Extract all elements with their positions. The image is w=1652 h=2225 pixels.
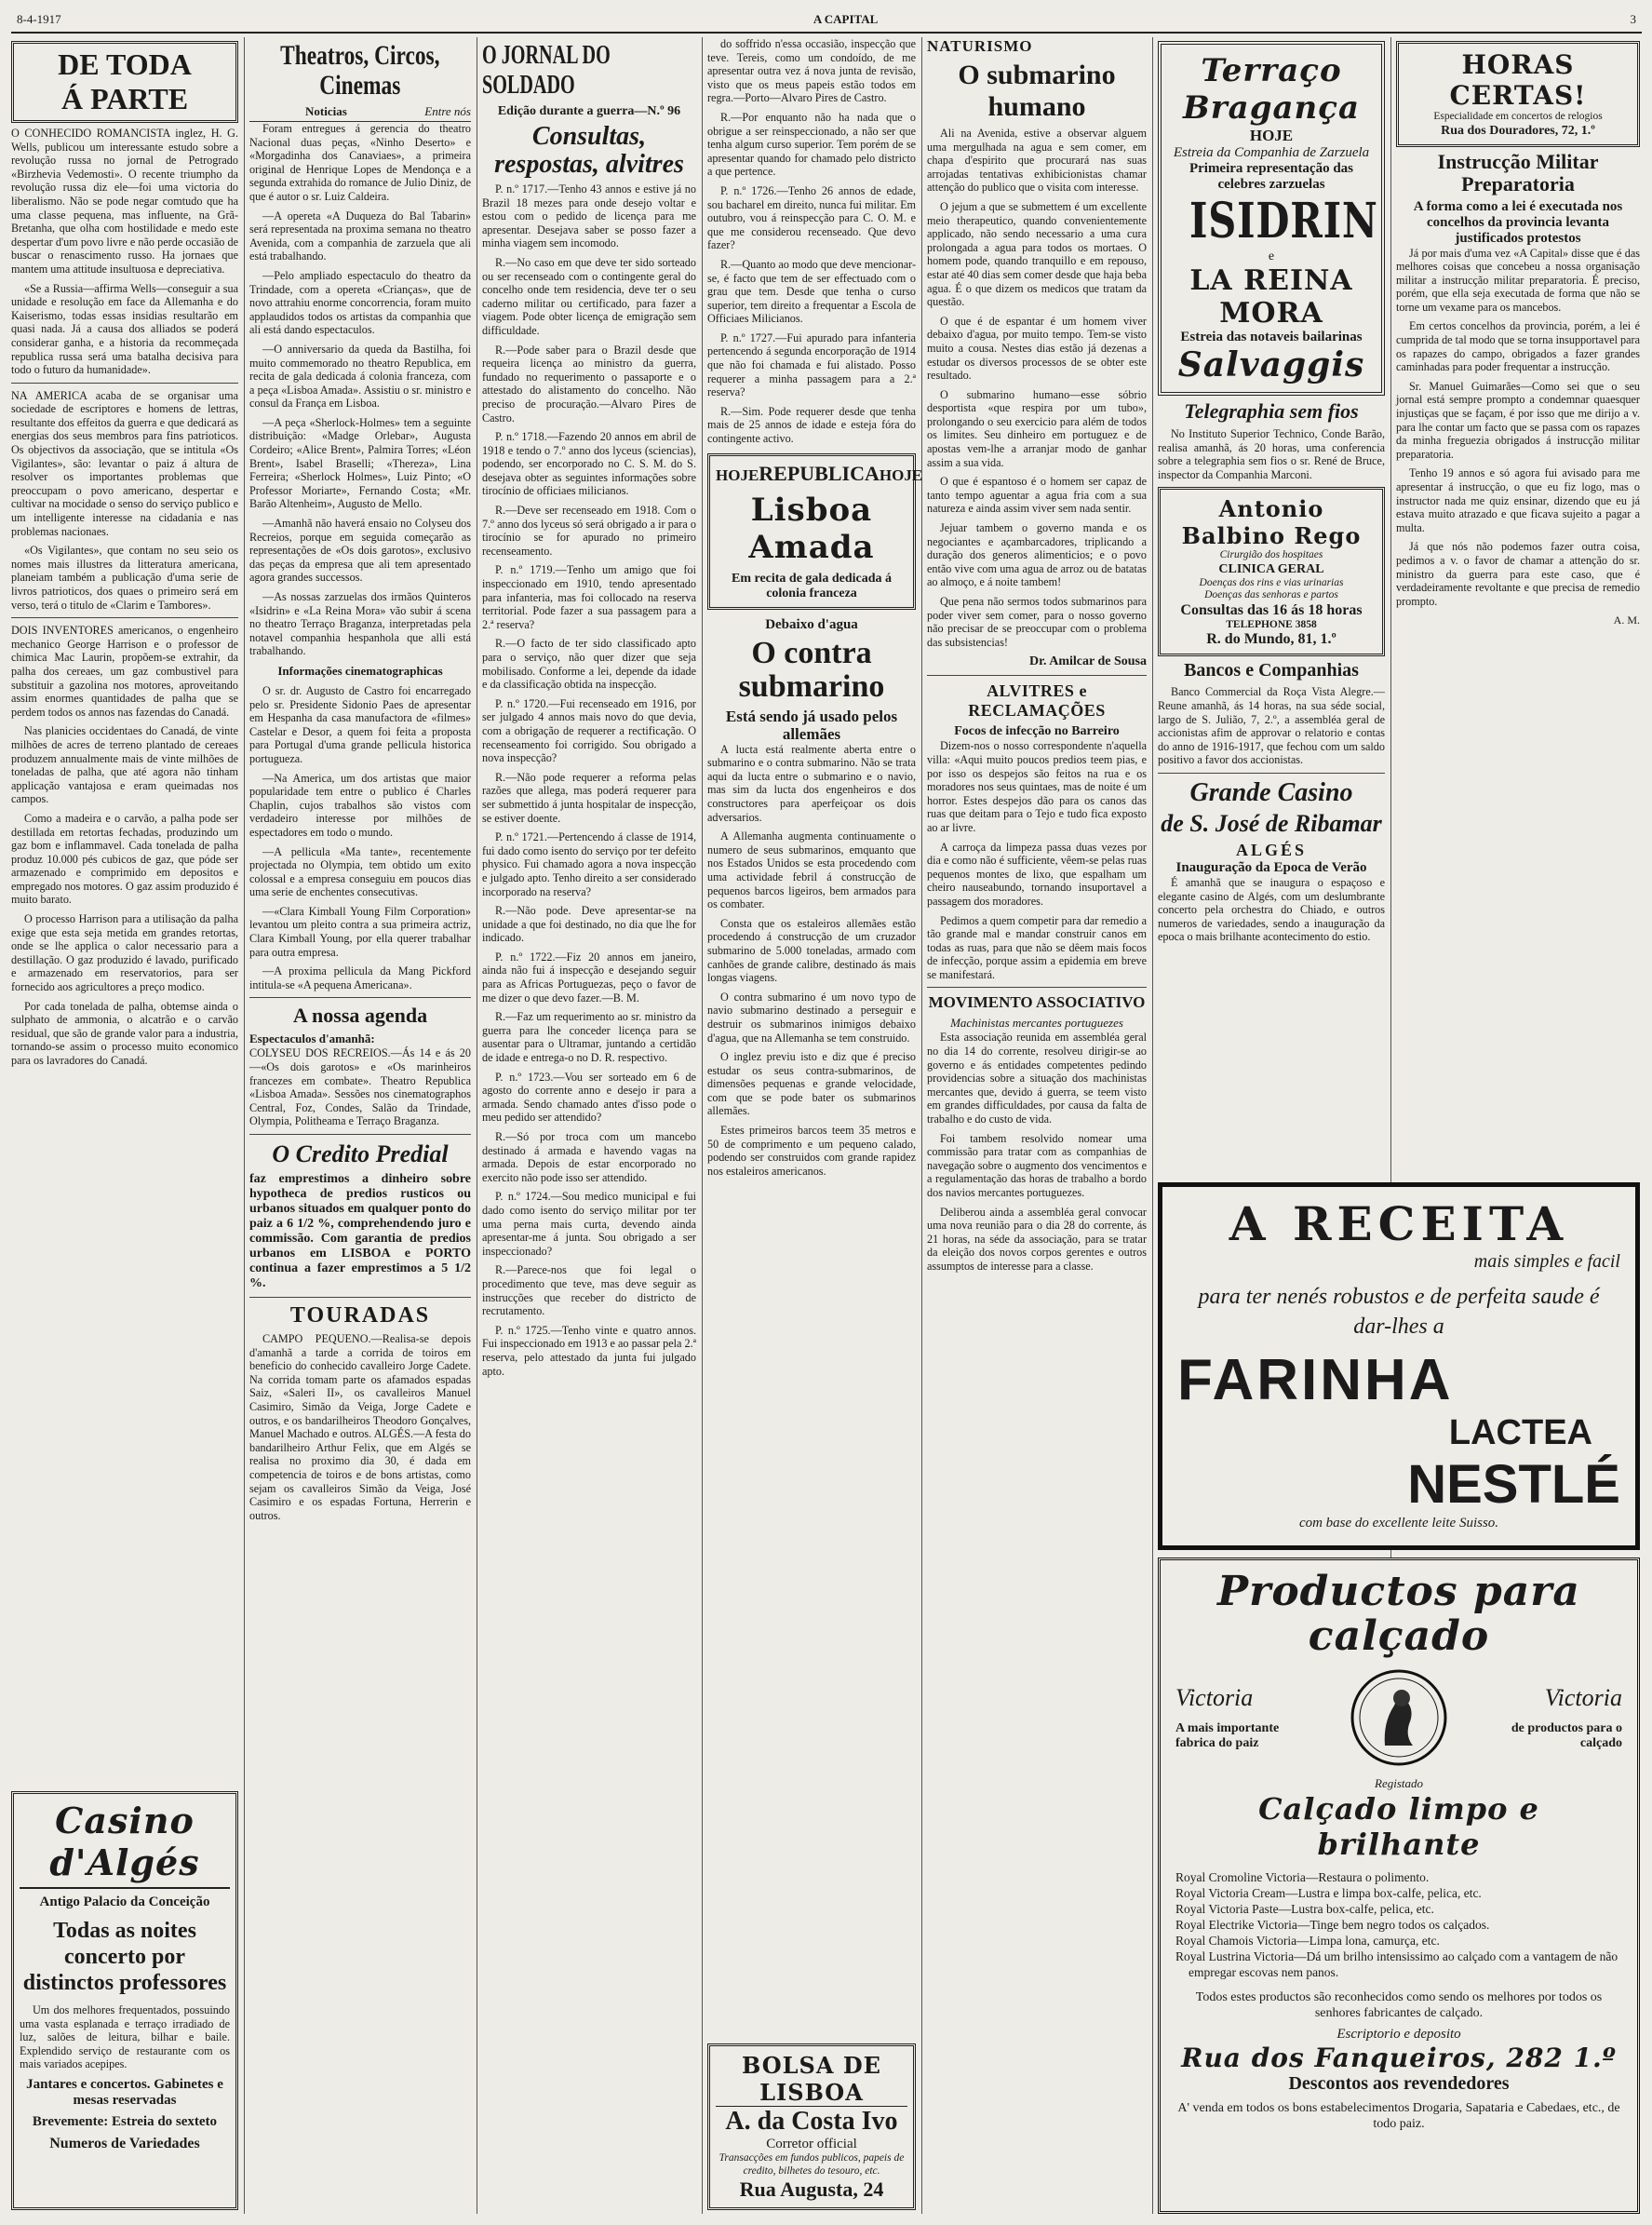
lisboa-amada-ad: HOJE REPUBLICA HOJE Lisboa Amada Em recita de gala dedicada á colonia franceza — [707, 453, 916, 610]
article-paragraph: —O anniversario da queda da Bastilha, foi muito commemorado no theatro Republica, em recita de gala dedicada á colonia franceza, com a peça «Lisboa Amada». Assistiu o sr. ministro e consul da França em Lisboa. — [249, 342, 471, 411]
column-naturismo: NATURISMO O submarino humano Ali na Avenida, estive a observar alguem uma mergulhada na agua e sem comer, em chapa d'espirito que procurará nas suas arrojadas tentativas exhibicionistas chamar attenção do publico que o visita com interesse. O jejum a que se submettem é um excellente meio therapeutico, quando convenientemente applicado, não sendo necessario a uma cura prolongada a agua para todos os mortaes. O homem pode, quando tranquillo e em repouso, estar até 40 dias sem comer desde que haja beba agua. É o que dizem os medicos que tratam da questão. O que é de espantar é um homem viver debaixo d'agua, por muito tempo. Tem-se visto muito a cousa. Nestes dias estão já dezenas a estudar os diversos processos de se obter este resultado. O submarino humano—esse sóbrio desportista «que respira por um tubo», prolongando o seu exercicio para além de todos os limites. Seu dinheiro em portuguez e de apostas vem-lhe a arranjar modo de ganhar assim a sua vida. O que é espantoso é o homem ser capaz de tanto tempo aguentar a agua fria com a sua natureza e ainda assim viver sem nada sentir. Jejuar tambem o governo manda e os negociantes e açambarcadores, triplicando a duração dos generos alimenticios; e o povo então vive com uma agua de arroz ou de batatas ao almoço, e á noite tambem! Que pena não sermos todos submarinos para poder viver sem comer, para o nosso governo não precisar de se preoccupar com o problema das subsistencias! Dr. Amilcar de Sousa ALVITRES e RECLAMAÇÕES Focos de infecção no Barreiro Dizem-nos o nosso correspondente n'aquella villa: «Aqui muito poucos predios teem pias, e por isso os despejos são feitos na rua e os moradores nos seus quintaes, mas de noite é um horror. Estes despejos dão para os canos das ruas que deitam para o Tejo e tudo fica exposto ao ar livre. A carroça da limpeza passa duas vezes por dia e como não é sufficiente, vêem-se pelas ruas pequenos montes de lixo, que espalham um cheiro nauseabundo, tornando insuportavel a passagem dos moradores. Pedimos a quem competir para dar remedio a tão grande mal e mandar construir canos em todas as ruas, para que não se dêem mais focos de infecção, porque assim a epidemia em breve se manifestará. MOVIMENTO ASSOCIATIVO Machinistas mercantes portuguezes Esta associação reunida em assembléa geral no dia 14 do corrente, resolveu dirigir-se ao governo e ás entidades competentes pedindo providencias sobre a situação dos machinistas mercantes que, devido á guerra, se teem visto em grandes difficuldades, por causa da falta de trabalho e do custo de vida. Foi tambem resolvido nomear uma commissão para tratar com as companhias de navegação sobre o augmento dos vencimentos e a regulamentação das horas de trabalho a bordo dos navios mercantes portuguezes. Deliberou ainda a assembléa geral convocar uma nova reunião para o dia 28 do corrente, ás 21 horas, na séde da associação, para se tratar da eleição dos novos corpos gerentes e outros assumptos de interesse para a classe. — [927, 37, 1147, 1273]
article-paragraph: «Se a Russia—affirma Wells—conseguir a sua unidade e resolução em face da Allemanha e do Kaiserismo, todas essas insidias resultarão em quasi nada. Já a causa dos alliados se poderá considerar ganha, e a historia da recommeçada republica russa será uma batalha decisiva para todo o futuro da humanidade». — [11, 281, 238, 377]
article-paragraph: DOIS INVENTORES americanos, o engenheiro mechanico George Harrison e o professor de chimica Mac Laurin, propõem-se extrahir, da palha dos cereaes, um gaz combustivel para substituir a gazolina nos motores, aproveitando assim enormes quantidades de palha que se perdem todos os annos nas fazendas do Canadá. — [11, 624, 238, 719]
article-paragraph: —A opereta «A Duqueza do Bal Tabarin» será representada na proxima semana no theatro Avenida, com a companhia de zarzuela que ali está trabalhando. — [249, 209, 471, 263]
column-rule — [921, 37, 922, 2214]
masthead-page: 3 — [1630, 12, 1636, 26]
article-paragraph: —A pellicula «Ma tante», recentemente projectada no Olympia, tem obtido um exito colossal e a empresa conseguiu em poucos dias uma serie de enchentes consecutivas. — [249, 844, 471, 899]
calcado-product-item: Royal Victoria Cream—Lustra e limpa box-calfe, pelica, etc. — [1175, 1886, 1482, 1900]
masthead-date: 8-4-1917 — [17, 12, 61, 26]
calcado-product-item: Royal Chamois Victoria—Limpa lona, camurça, etc. — [1175, 1934, 1440, 1948]
masthead-paper: A CAPITAL — [813, 12, 879, 26]
submarino-humano-heading: O submarino humano — [958, 60, 1116, 122]
balbino-ad: Antonio Balbino Rego Cirurgião dos hospitaes CLINICA GERAL Doenças dos rins e vias urinarias Doenças das senhoras e partos Consultas das 16 ás 18 horas TELEPHONE 3858 R. do Mundo, 81, 1.º — [1158, 487, 1385, 656]
calcado-product-list — [1175, 1869, 1622, 1980]
instrucao-heading: Instrucção Militar Preparatoria — [1437, 149, 1599, 196]
article-paragraph: O sr. dr. Augusto de Castro foi encarregado pelo sr. Presidente Sidonio Paes de apresentar em Hespanha da casa manufactora de «filmes» Castelar e Desor, a quem foi feita a proposta para Portugal d'uma grande pellicula historica portugueza. — [249, 683, 471, 765]
column-theatros: Theatros, Circos, Cinemas Noticias Entre nós Foram entregues á gerencia do theatro Nacional duas peças, «Ninho Deserto» e «Morgadinha dos Canaviaes», a primeira original de Henrique Lopes de Mendonça e a segunda extrahida do romance de Julio Diniz, de que é autor o sr. Luiz Caldeira. —A opereta «A Duqueza do Bal Tabarin» será representada na proxima semana no theatro Avenida, com a companhia de zarzuela que ali está trabalhando. —Pelo ampliado espectaculo do theatro da Trindade, com a opereta «Crianças», que de novo attrahiu enorme concorrencia, foram muito applaudidos todos os artistas da companhia que ali está dando espectaculos. —O anniversario da queda da Bastilha, foi muito commemorado no theatro Republica, em recita de gala dedicada á colonia franceza, com a peça «Lisboa Amada». Assistiu o sr. ministro e consul da França em Lisboa. —A peça «Sherlock-Holmes» tem a seguinte distribuição: «Madge Orlebar», Augusta Cordeiro; «Alice Brent», Palmira Torres; «Léon Brent», Isabel Braselli; «Thereza», Lina Ferreira; «Sherlock Holmes», Luiz Pinto; «O Professor Moriarte», Fernando Costa; «Mr. Barão Altenheim», Augusto de Mello. —Amanhã não haverá ensaio no Colyseu dos Recreios, porque em seguida começarão as representações de «Os dois garotos», exclusivo das peças da empresa que ali tem apresentado agora grandes successos. —As nossas zarzuelas dos irmãos Quinteros «Isidrin» e «La Reina Mora» vão subir á scena no theatro Terraço Braganza, interpretadas pela notavel companhia hespanhola que alli está trabalhando. Informações cinematographicas O sr. dr. Augusto de Castro foi encarregado pelo sr. Presidente Sidonio Paes de apresentar em Hespanha da casa manufactora de «filmes» Castelar e Desor, a quem foi feita a proposta para Portugal d'uma grande pellicula historica portugueza. —Na America, um dos artistas que maior popularidade tem entre o publico é Charles Chaplin, cujos trabalhos são vistos com verdadeiro interesse por milhões de espectadores em todo o mundo. —A pellicula «Ma tante», recentemente projectada no Olympia, tem obtido um exito colossal e a empresa conseguiu em poucos dias uma serie de enchentes consecutivas. —«Clara Kimball Young Film Corporation» levantou um pleito contra a sua primeira actriz, Clara Kimball Young, por ella querer trabalhar para outra empresa. —A proxima pellicula da Mang Pickford intitula-se «A pequena Americana». A nossa agenda Espectaculos d'amanhã: COLYSEU DOS RECREIOS.—Ás 14 e ás 20—«Os dois garotos» e «Os marinheiros francezes em combate». Theatro Republica «Lisboa Amada». Sessões nos cinematographos Central, Foz, Condes, Salão da Trindade, Olympia, Politheama e Terraço Braganza. O Credito Predial faz emprestimos a dinheiro sobre hypotheca de predios rusticos ou urbanos situados em qualquer ponto do paiz a 6 1/2 %, comprehendendo juro e commissão. Com garantia de predios urbanos em LISBOA e PORTO continua a fazer emprestimos a 5 1/2 %. TOURADAS CAMPO PEQUENO.—Realisa-se depois d'amanhã a tarde a corrida de toiros em beneficio do conhecido cavalleiro Jorge Cadete. Na corrida tomam parte os afamados espadas Saiz, «Saleri II», os cavalleiros Manuel Casimiro, Simão da Veiga, Jorge Cadete e outros, e os bandarilheiros Theodoro Gonçalves, Manuel Machado e outros. ALGÉS.—A festa do bandarilheiro Arthur Felix, que em Algés se realisa no proximo dia 30, é dada em competencia de toiros e de bons artistas, como sejam os cavalleiros Simão da Veiga, José Casimiro e os espadas Fortuna, Herrerin e outros. — [249, 40, 471, 1522]
movimento-heading: MOVIMENTO ASSOCIATIVO — [928, 993, 1146, 1012]
article-paragraph: O processo Harrison para a utilisação da palha exige que esta seja metida em grandes retortas, onde se lhe applica o calor necessario para a destillação. O gaz produzido é lavado, purificado e armazenado em reservatorios, para ser fornecido aos agricultores a preço modico. — [11, 912, 238, 994]
article-paragraph: —Na America, um dos artistas que maior popularidade tem entre o publico é Charles Chaplin, cujos trabalhos são vistos com verdadeiro interesse por milhões de espectadores em todo o mundo. — [249, 771, 471, 839]
column-rule — [702, 37, 703, 2214]
article-paragraph: Por cada tonelada de palha, obtemse ainda o sulphato de ammonia, o alcatrão e o carvão residual, que são de grande valor para a industria, tornando-se assim o processo muito economico para os lavradores do Canadá. — [11, 999, 238, 1067]
naturismo-heading: NATURISMO — [927, 37, 1033, 55]
horas-certas-ad: HORAS CERTAS! Especialidade em concertos de relogios Rua dos Douradores, 72, 1.º — [1396, 41, 1640, 147]
casino-alges-ad: Casino d'Algés Antigo Palacio da Conceição Todas as noites concerto por distinctos professores Um dos melhores frequentados, possuindo uma vasta esplanada e terraço irradiado de luz, salões de leitura, bilhar e baile. Explendido serviço de restaurante com os mais variados acepipes. Jantares e concertos. Gabinetes e mesas reservadas Brevemente: Estreia do sexteto Numeros de Variedades — [11, 1791, 238, 2210]
calcado-product-item: Royal Cromoline Victoria—Restaura o polimento. — [1175, 1870, 1430, 1884]
article-paragraph: Foram entregues á gerencia do theatro Nacional duas peças, «Ninho Deserto» e «Morgadinha dos Canaviaes», a primeira original de Henrique Lopes de Mendonça e a segunda extrahida do romance de Julio Diniz, de que é autor o sr. Luiz Caldeira. — [249, 122, 471, 203]
bolsa-de-lisboa-ad: BOLSA DE LISBOA A. da Costa Ivo Corretor official Transacções em fundos publicos, papeis de credito, bilhetes do tesouro, etc. Rua Augusta, 24 — [707, 2043, 916, 2210]
article-paragraph: NA AMERICA acaba de se organisar uma sociedade de escriptores e homens de lettras, resultante dos effeitos da guerra e que dedicará as energias dos seus membros para fins patrioticos. Os objectivos da associação, que se intitula «Os Vigilantes», são: levantar o paiz á altura de resolver os importantes problemas que preoccupam o povo americano, despertar e cultivar na mocidade o senso do serviço publico e um intelligente interesse na cidadania e nas problemas nacionaes. — [11, 388, 238, 538]
column-horas-certas: HORAS CERTAS! Especialidade em concertos de relogios Rua dos Douradores, 72, 1.º Instrucção Militar Preparatoria A forma como a lei é executada nos concelhos da provincia levanta justificados protestos Já por mais d'uma vez «A Capital» disse que é das melhores coisas que concebeu a nossa organisação militar a instrucção militar preparatoria. É preciso, porém, que ella seja executada de forma que não se torne um vexame para os mancebos. Em certos concelhos da provincia, porém, a lei é cumprida de tal modo que se torna insupportavel para os rapazes do campo, obrigados a fazer grandes caminhadas para poder frequentar a instrucção. Sr. Manuel Guimarães—Como sei que o seu jornal está sempre prompto a condemnar quaesquer injustiças que se façam, é por isso que me dirijo a v. para lhe contar um facto que se passa com os rapazes da minha freguezia obrigados á instrucção militar preparatoria. Tenho 19 annos e só agora fui avisado para me apresentar á instrucção, o que eu fiz logo, mas o instructor nada me quiz ensinar, dizendo que eu já estava muito atrazado e que ficava sujeito a pagar a multa. Já que nós não podemos fazer outra coisa, pedimos a v. o favor de chamar a attenção do sr. ministro da guerra para este caso, que é verdadeiramente revoltante e que precisa de remedio prompto. A. M. — [1396, 37, 1640, 2214]
column-rule — [1152, 37, 1153, 2214]
bancos-heading: Bancos e Companhias — [1184, 660, 1359, 681]
credito-heading: O Credito Predial — [272, 1140, 449, 1167]
masthead — [11, 7, 1642, 34]
calcado-product-item: Royal Lustrina Victoria—Dá um brilho intensissimo ao calçado com a vantagem de não empregar escovas nem panos. — [1175, 1949, 1618, 1979]
article-paragraph: —Amanhã não haverá ensaio no Colyseu dos Recreios, porque em seguida começarão as representações de «Os dois garotos», exclusivo das peças da empresa que ali tem apresentado agora grandes successos. — [249, 517, 471, 585]
column-contra-submarino: do soffrido n'essa occasião, inspecção que teve. Tereis, como um condoído, de me apresentar outra vez á nova junta de revisão, visto que os meus papeis estão todos em regra.—Porto—Alvaro Pires de Castro. R.—Por enquanto não ha nada que o obrigue a ser reinspeccionado, a não ser que tenha algum curso superior. Tem porém de se apresentar quando for chamado pelo districto a que pertence. P. n.º 1726.—Tenho 26 annos de edade, sou bacharel em direito, nunca fui militar. Em outubro, vou á reinspecção para C. O. M. e que me considerou recenseado. Que devo fazer? R.—Quanto ao modo que deve mencionar-se, é facto que tem de ser effectuado com o grau que tem. Desde que tenha o curso superior, tem direito a frequentar a Escola de Officiaes Milicianos. P. n.º 1727.—Fui apurado para infanteria pertencendo á segunda encorporação de 1914 que não foi chamada e fui alistado. Posso requerer a minha passagem para a 2.ª reserva? R.—Sim. Pode requerer desde que tenha mais de 25 annos de idade e esteja fóra do contingente activo. HOJE REPUBLICA HOJE Lisboa Amada Em recita de gala dedicada á colonia franceza Debaixo d'agua O contra submarino Está sendo já usado pelos allemães A lucta está realmente aberta entre o submarino e o contra submarino. Não se trata aqui da lucta entre o submarino e o navio, mas sim da lucta dos engenheiros e dos constructores para aperfeiçoar os dois adversarios. A Allemanha augmenta continuamente o numero de seus submarinos, emquanto que nos Estados Unidos se esta procedendo com uma actividade febril á construcção de pequenos barcos ligeiros, bem armados para os combater. Consta que os estaleiros allemães estão procedendo á construcção de um cruzador submarino de 5.000 toneladas, armado com canhões de grande calibre, destinado ás mais longas viagens. O contra submarino é um novo typo de navio submarino destinado a perseguir e destruir os submarinos inimigos debaixo d'agua, que na Allemanha se tem construido. O inglez previu isto e diz que é preciso estudar os seus contra-submarinos, de dimensões pequenas e grande velocidade, com que se pode bater os submarinos allemães. Estes primeiros barcos teem 35 metros e 50 de comprimento e um pequeno calado, podendo ser construidos com grande rapidez nos estaleiros americanos. BOLSA DE LISBOA A. da Costa Ivo Corretor official Transacções em fundos publicos, papeis de credito, bilhetes do tesouro, etc. Rua Augusta, 24 — [707, 37, 916, 2214]
article-paragraph: —Pelo ampliado espectaculo do theatro da Trindade, com a opereta «Crianças», que de novo attrahiu enorme concorrencia, foram muito applaudidos todos os artistas da companhia que ali está dando espectaculos. — [249, 268, 471, 337]
article-paragraph: Como a madeira e o carvão, a palha pode ser destillada em retortas fechadas, produzindo um gaz bom e inflammavel. Cada tonelada de palha produz 10.000 pés cubicos de gaz, que póde ser armazenado e comprimido em depositos e empregado nos motores. O gaz assim produzido é muito barato. — [11, 811, 238, 907]
article-paragraph: —As nossas zarzuelas dos irmãos Quinteros «Isidrin» e «La Reina Mora» vão subir á scena no theatro Terraço Braganza, interpretadas pela notavel companhia hespanhola que alli está trabalhando. — [249, 590, 471, 658]
consultas-heading: Consultas, respostas, alvitres — [494, 122, 684, 179]
victoria-medallion-icon — [1348, 1666, 1450, 1769]
article-paragraph: Nas planicies occidentaes do Canadá, de vinte milhões de acres de terreno plantado de cereaes produzem annualmente mais de vinte milhões de toneladas de palha, que até agora não tinham applicação vantajosa e eram queimadas nos campos. — [11, 724, 238, 806]
touradas-heading: TOURADAS — [289, 1303, 431, 1328]
article-paragraph: «Os Vigilantes», que contam no seu seio os nomes mais illustres da litteratura americana, planeiam também a publicação d'uma serie de livros patrioticos, dos quaes o primeiro será em verso, terá o titulo de «Clarim e Tambores». — [11, 544, 238, 612]
telegraphia-heading: Telegraphia sem fios — [1184, 399, 1359, 423]
article-paragraph: O CONHECIDO ROMANCISTA inglez, H. G. Wells, publicou um interessante estudo sobre a revolução russa no jornal de Petrogrado «Birzhevia Vedemosti». O recente triumpho da revolução russa diz ele—foi uma victoria do liberalismo. Não se pode negar comtudo que ha uma classe pequena, mas influente, na Grã-Bretanha, que olha com hostilidade e medo este despertar d'um povo livre e não perde occasião de buscar o renascimento russo. Ha jornaes que mantem uma attitude insultuosa e depreciativa. — [11, 127, 238, 276]
column-de-toda-a-parte — [11, 37, 238, 2214]
column-jornal-do-soldado: O JORNAL DO SOLDADO Edição durante a guerra—N.º 96 Consultas, respostas, alvitres P. n.º 1717.—Tenho 43 annos e estive já no Brazil 18 mezes para onde desejo voltar e estou com o pedido de licença para me apresentar. Desejava saber se posso fazer a minha viagem sem incomodo. R.—No caso em que deve ter sido sorteado ou ser recenseado com o contingente geral do concelho onde tem residencia, deve ter o seu caderno militar ou certificado, para fazer a viagem. Pode obter licença de emigração sem difficuldade. R.—Pode saber para o Brazil desde que requeira licença ao ministro da guerra, fundado no requerimento o passaporte e o attestado do alistamento do concelho. Não preciso de procuração.—Alvaro Pires de Castro. P. n.º 1718.—Fazendo 20 annos em abril de 1918 e tendo o 7.º anno dos lyceus (sciencias), podendo, ser encorporado no C. S. M. do S. desejava obter as seguintes informações sobre tirocínio de officiaes milicianos. R.—Deve ser recenseado em 1918. Com o 7.º anno dos lyceus só será obrigado a ir para o tirocínio se for apurado no primeiro recenseamento. P. n.º 1719.—Tenho um amigo que foi inspeccionado em 1910, tendo apresentado para infanteria, mas foi collocado na reserva territorial. Pode fazer a sua passagem para a 2.ª reserva? R.—O facto de ter sido classificado apto para o serviço, não quer dizer que seja mobilisado. Conforme a lei, depende da idade e da classificação obtida na inspecção. P. n.º 1720.—Fui recenseado em 1916, por ser julgado 4 annos mais novo do que devia, com a obrigação de requerer a rectificação. O recenseamento foi corrigido. Sou obrigado a nova inspecção? R.—Não pode requerer a reforma pelas razões que allega, mas poderá requerer para ser submettido á junta hospitalar de inspecção, se estiver doente. P. n.º 1721.—Pertencendo á classe de 1914, fui dado como isento do serviço por ter defeito physico. Fui chamado agora a nova inspecção e julgado apto. Tenho direito a ser considerado incorporado na reserva? R.—Não pode. Deve apresentar-se na unidade a que foi destinado, no dia que lhe for indicado. P. n.º 1722.—Fiz 20 annos em janeiro, ainda não fui á inspecção e desejando seguir para as Africas Portuguezas, peço o favor de me dizer o que devo fazer.—B. M. R.—Faz um requerimento ao sr. ministro da guerra para lhe conceder licença para se ausentar para o Ultramar, juntando a certidão de idade e entrega-o no D. R. respectivo. P. n.º 1723.—Vou ser sorteado em 6 de agosto do corrente anno e desejo ir para a armada. Sendo chamado antes d'isso pode o meu pedido ser attendido? R.—Só por troca com um mancebo destinado á armada e havendo vagas na armada. Depois de estar encorporado no exercito não pode isso ser attendido. P. n.º 1724.—Sou medico municipal e fui dado como isento do serviço militar por ter uma perna mais curta, devendo ainda apresentar-me á junta. Sou obrigado a ser inspeccionado? R.—Parece-nos que foi legal o procedimento que teve, mas deve seguir as instrucções que receber do districto de recrutamento. P. n.º 1725.—Tenho vinte e quatro annos. Fui inspeccionado em 1913 e ao passar pela 2.ª reserva, pelo attestado da junta fui julgado apto. — [482, 41, 696, 1378]
terraco-braganca-ad: Terraço Bragança HOJE Estreia da Companhia de Zarzuela Primeira representação das celebres zarzuelas ISIDRIN e LA REINA MORA Estreia das notaveis bailarinas Salvaggis — [1158, 41, 1385, 396]
calcado-product-item: Royal Electrike Victoria—Tinge bem negro todos os calçados. — [1175, 1918, 1490, 1932]
de-toda-a-parte-heading: DE TODA Á PARTE — [11, 41, 238, 123]
contra-submarino-heading: O contra submarino — [738, 635, 885, 704]
calcado-product-item: Royal Victoria Paste—Lustra box-calfe, pelica, etc. — [1175, 1902, 1434, 1916]
alvitres-heading: ALVITRES e RECLAMAÇÕES — [968, 681, 1106, 721]
jornal-soldado-heading: O JORNAL DO SOLDADO — [482, 41, 611, 100]
theatros-heading: Theatros, Circos, Cinemas — [280, 40, 440, 101]
article-paragraph: —A proxima pellicula da Mang Pickford intitula-se «A pequena Americana». — [249, 964, 471, 991]
article-paragraph: —A peça «Sherlock-Holmes» tem a seguinte distribuição: «Madge Orlebar», Augusta Cordeiro; «Alice Brent», Palmira Torres; «Léon Brent», Isabel Braselli; «Thereza», Lina Ferreira; «Sherlock Holmes», Luiz Pinto; «O Professor Moriarte», Fernando Costa; «Mr. Barão Altenheim», Augusto de Mello. — [249, 415, 471, 511]
grande-casino-heading: Grande Casino — [1189, 777, 1353, 807]
newspaper-page — [11, 7, 1642, 2218]
column-terraco: Terraço Bragança HOJE Estreia da Companhia de Zarzuela Primeira representação das celebres zarzuelas ISIDRIN e LA REINA MORA Estreia das notaveis bailarinas Salvaggis Telegraphia sem fios No Instituto Superior Technico, Conde Barão, realisa amanhã, ás 20 horas, uma conferencia sobre a telegraphia sem fios o sr. René de Bruce, inspector da Companhia Marconi. Antonio Balbino Rego Cirurgião dos hospitaes CLINICA GERAL Doenças dos rins e vias urinarias Doenças das senhoras e partos Consultas das 16 ás 18 horas TELEPHONE 3858 R. do Mundo, 81, 1.º Bancos e Companhias Banco Commercial da Roça Vista Alegre.—Reune amanhã, ás 14 horas, na sua séde social, largo de S. Julião, 7, 2.º, a assembléa geral de accionistas afim de approvar o relatorio e contas do anno de 1916-1917, que fechou com um saldo positivo a favor dos accionistas. Grande Casino de S. José de Ribamar ALGÉS Inauguração da Epoca de Verão É amanhã que se inaugura o espaçoso e elegante casino de Algés, com um deslumbrante concerto pela orchestra do Chiado, e outros numeros de variedades, sendo a inauguração da epoca o mais brilhante acontecimento do estio. — [1158, 37, 1385, 2214]
article-paragraph: —«Clara Kimball Young Film Corporation» levantou um pleito contra a sua primeira actriz, Clara Kimball Young, por ella querer trabalhar para outra empresa. — [249, 904, 471, 959]
calcado-ad: Productos para calçado Victoria A mais importante fabrica do paiz Victoria de productos para o calçado Registado Calçado limpo e brilhante Royal Cromoline Victoria—Restaura o polimento. Royal Victoria Cream—Lustra e limpa box-calfe, pelica, etc. Royal Victoria Paste—Lustra box-calfe, pelica, etc. Royal Electrike Victoria—Tinge bem negro todos os calçados. Royal Chamois Victoria—Limpa lona, camurça, etc. Royal Lustrina Victoria—Dá um brilho intensissimo ao calçado com a vantagem de não empregar escovas nem panos. Todos estes productos são reconhecidos como sendo os melhores por todos os senhores fabricantes de calçado. Escriptorio e deposito Rua dos Fanqueiros, 282 1.º Descontos aos revendedores A' venda em todos os bons estabelecimentos Drogaria, Sapataria e Cabedaes, etc., de todo paiz. — [1158, 1558, 1640, 2214]
nestle-ad: A RECEITA mais simples e facil para ter nenés robustos e de perfeita saude é dar-lhes a FARINHA LACTEA NESTLÉ com base do excellente leite Suisso. — [1158, 1182, 1640, 1550]
column-rule — [244, 37, 245, 2214]
agenda-heading: A nossa agenda — [292, 1004, 428, 1028]
